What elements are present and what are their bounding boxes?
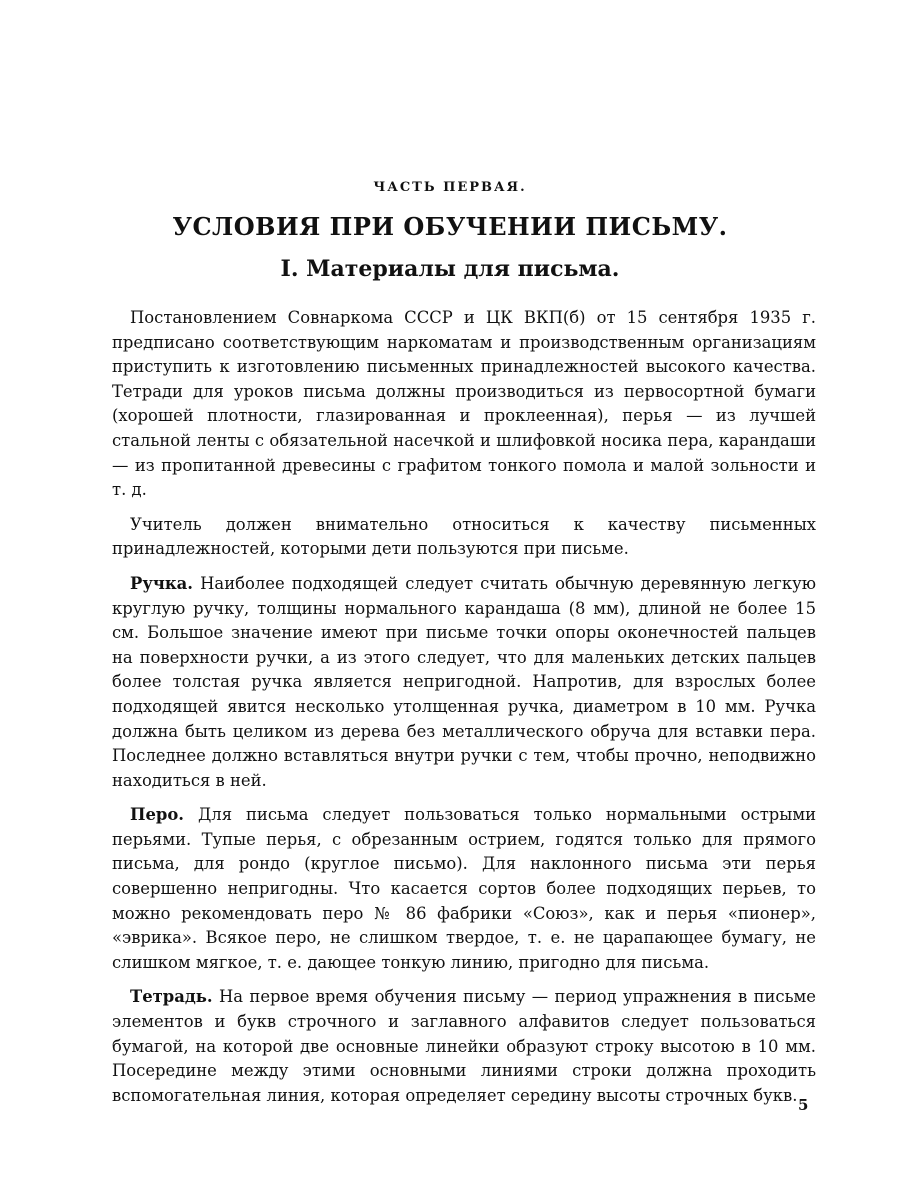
paragraph-text: Наиболее подходящей следует считать обычную деревянную легкую круглую ручку, толщины нормального карандаша (8 мм), длиной не более 15 см. Большое значение имеют при письме точки опоры оконечностей пальцев на поверхности ручки, а из этого следует, что для маленьких детских пальцев более толстая ручка является непригодной. Напротив, для взрослых более подходящей явится несколько утолщенная ручка, диаметром в 10 мм. Ручка должна быть целиком из дерева без металлического обруча для вставки пера. Последнее должно вставляться внутри ручки с тем, чтобы прочно, неподвижно находиться в ней.: [112, 573, 816, 790]
paragraph-text: На первое время обучения письму — период упражнения в письме элементов и букв строчного и заглавного алфавитов следует пользоваться бумагой, на которой две основные линейки образуют строку высотою в 10 мм. Посередине между этими основными линиями строки должна проходить вспомогательная линия, которая определяет середину высоты строчных букв.: [112, 987, 816, 1105]
paragraph-nib: [112, 803, 816, 975]
paragraph-teacher: [112, 513, 816, 562]
paragraph-lead: Перо.: [130, 805, 185, 825]
section-title: I. Материалы для письма.: [280, 256, 620, 282]
paragraph-pen-holder: [112, 572, 816, 793]
paragraph-notebook: [112, 985, 816, 1108]
paragraph-text: Постановлением Совнаркома СССР и ЦК ВКП(б) от 15 сентября 1935 г. предписано соответствующим наркоматам и производственным организациям приступить к изготовлению письменных принадлежностей высокого качества. Тетради для уроков письма должны производиться из первосортной бумаги (хорошей плотности, глазированная и проклеенная), перья — из лучшей стальной ленты с обязательной насечкой и шлифовкой носика пера, карандаши — из пропитанной древесины с графитом тонкого помола и малой зольности и т. д.: [112, 308, 816, 500]
paragraph-text: Учитель должен внимательно относиться к качеству письменных принадлежностей, которыми дети пользуются при письме.: [112, 514, 816, 559]
page-number: 5: [798, 1096, 809, 1114]
body-text: [112, 306, 816, 1118]
part-label: ЧАСТЬ ПЕРВАЯ.: [373, 180, 527, 195]
paragraph-text: Для письма следует пользоваться только нормальными острыми перьями. Тупые перья, с обрезанным острием, годятся только для прямого письма, для рондо (круглое письмо). Для наклонного письма эти перья совершенно непригодны. Что касается сортов более подходящих перьев, то можно рекомендовать перо № 86 фабрики «Союз», как и перья «пионер», «эврика». Всякое перо, не слишком твердое, т. е. не царапающее бумагу, не слишком мягкое, т. е. дающее тонкую линию, пригодно для письма.: [112, 805, 816, 972]
chapter-title: УСЛОВИЯ ПРИ ОБУЧЕНИИ ПИСЬМУ.: [172, 212, 728, 241]
paragraph-decree: [112, 306, 816, 503]
paragraph-lead: Тетрадь.: [130, 987, 213, 1007]
paragraph-lead: Ручка.: [130, 573, 193, 593]
